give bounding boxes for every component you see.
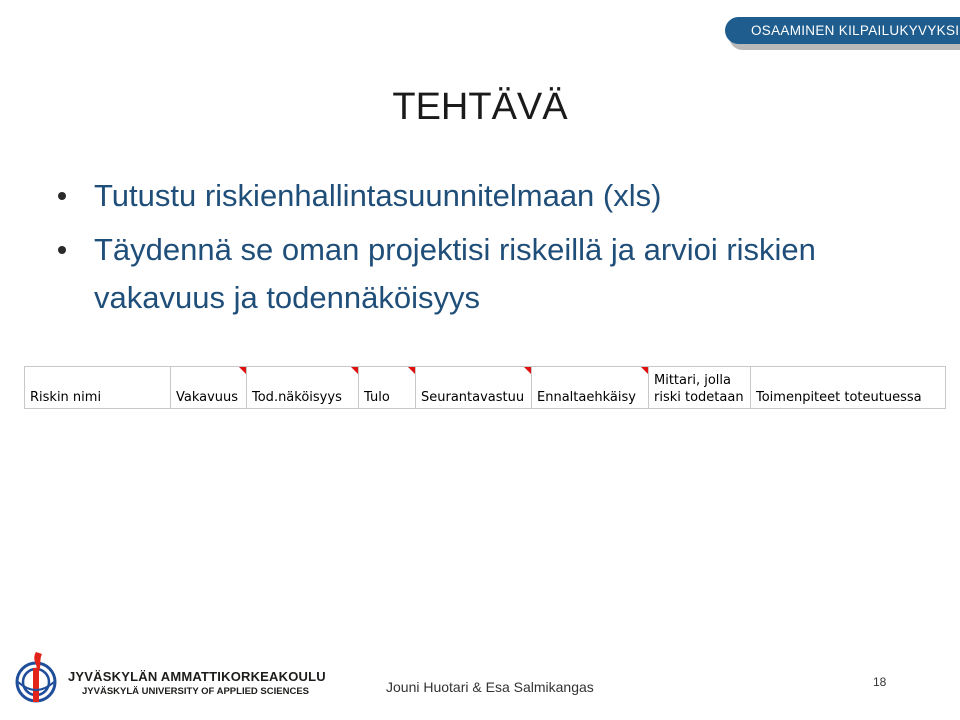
- bullet-dot-icon: [58, 192, 66, 200]
- header-cell-ennaltaehkaisy: Ennaltaehkäisy: [532, 367, 649, 409]
- header-cell-todennakoisyys: Tod.näköisyys: [247, 367, 359, 409]
- bullet-text: Täydennä se oman projektisi riskeillä ja arvioi riskien: [94, 232, 816, 267]
- page-number: 18: [873, 675, 887, 689]
- header-cell-seurantavastuu: Seurantavastuu: [416, 367, 532, 409]
- header-cell-riskin-nimi: Riskin nimi: [25, 367, 171, 409]
- comment-indicator-icon: [408, 367, 415, 374]
- header-cell-tulo: Tulo: [359, 367, 416, 409]
- bullet-dot-icon: [58, 246, 66, 254]
- slide-title: TEHTÄVÄ: [392, 86, 568, 128]
- logo-name-fi: JYVÄSKYLÄN AMMATTIKORKEAKOULU: [68, 669, 326, 684]
- header-cell-mittari: Mittari, jolla riski todetaan: [649, 367, 751, 409]
- footer-authors: Jouni Huotari & Esa Salmikangas: [386, 679, 594, 695]
- header-cell-vakavuus: Vakavuus: [171, 367, 247, 409]
- bullet-item: [58, 170, 938, 222]
- comment-indicator-icon: [351, 367, 358, 374]
- risk-spreadsheet-header: [24, 366, 946, 409]
- bullet-text: Tutustu riskienhallintasuunnitelmaan (xls): [94, 178, 662, 213]
- header-cell-toimenpiteet: Toimenpiteet toteutuessa: [751, 367, 946, 409]
- comment-indicator-icon: [524, 367, 531, 374]
- table-row: [25, 367, 946, 409]
- bullet-text-continuation: vakavuus ja todennäköisyys: [94, 280, 481, 315]
- comment-indicator-icon: [641, 367, 648, 374]
- bullet-list: [58, 170, 938, 324]
- comment-indicator-icon: [239, 367, 246, 374]
- bullet-item: [58, 224, 938, 324]
- logo-name-en: JYVÄSKYLÄ UNIVERSITY OF APPLIED SCIENCES: [82, 686, 309, 697]
- brand-banner: [725, 17, 960, 44]
- brand-banner-text: OSAAMINEN KILPAILUKYVYKSI: [751, 23, 960, 38]
